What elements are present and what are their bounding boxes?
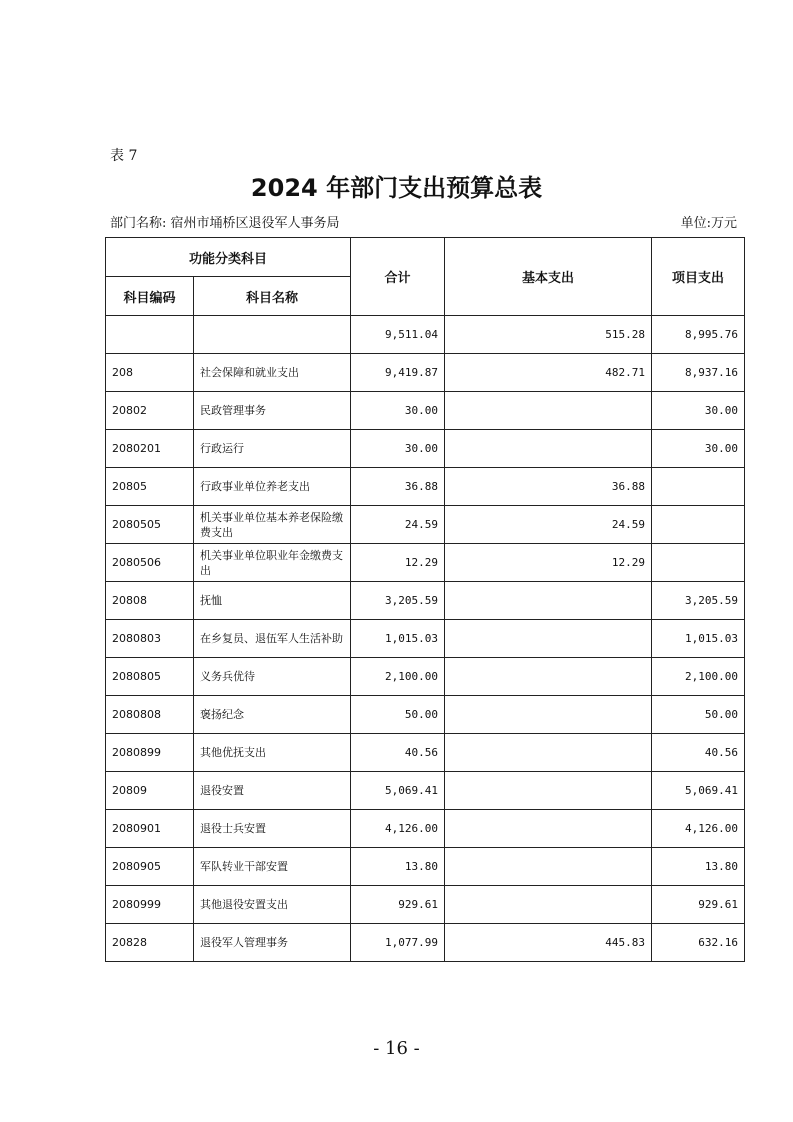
project-expense-cell: 40.56 bbox=[652, 734, 745, 772]
department-name: 部门名称: 宿州市埇桥区退役军人事务局 bbox=[110, 216, 340, 231]
basic-expense-cell bbox=[445, 430, 652, 468]
project-expense-cell bbox=[652, 506, 745, 544]
table-row bbox=[106, 354, 745, 392]
subject-name-cell: 退役军人管理事务 bbox=[194, 924, 351, 962]
name-header: 科目名称 bbox=[194, 277, 351, 316]
subject-code-cell: 2080808 bbox=[106, 696, 194, 734]
subject-name-cell: 其他优抚支出 bbox=[194, 734, 351, 772]
basic-expense-cell bbox=[445, 696, 652, 734]
total-cell: 9,511.04 bbox=[351, 316, 445, 354]
subject-name-cell: 退役安置 bbox=[194, 772, 351, 810]
subject-code-cell: 2080803 bbox=[106, 620, 194, 658]
project-expense-cell: 1,015.03 bbox=[652, 620, 745, 658]
table-row bbox=[106, 582, 745, 620]
total-cell: 9,419.87 bbox=[351, 354, 445, 392]
subject-code-cell bbox=[106, 316, 194, 354]
budget-table bbox=[105, 237, 745, 962]
project-expense-cell: 2,100.00 bbox=[652, 658, 745, 696]
table-row bbox=[106, 848, 745, 886]
subject-name-cell: 义务兵优待 bbox=[194, 658, 351, 696]
subject-code-cell: 2080999 bbox=[106, 886, 194, 924]
total-cell: 12.29 bbox=[351, 544, 445, 582]
table-row bbox=[106, 506, 745, 544]
subject-name-cell: 民政管理事务 bbox=[194, 392, 351, 430]
subject-name-cell: 行政运行 bbox=[194, 430, 351, 468]
subject-name-cell: 抚恤 bbox=[194, 582, 351, 620]
basic-expense-cell bbox=[445, 848, 652, 886]
subject-code-cell: 2080805 bbox=[106, 658, 194, 696]
table-row bbox=[106, 924, 745, 962]
subject-name-cell: 在乡复员、退伍军人生活补助 bbox=[194, 620, 351, 658]
total-cell: 13.80 bbox=[351, 848, 445, 886]
basic-expense-cell bbox=[445, 810, 652, 848]
subject-code-cell: 20802 bbox=[106, 392, 194, 430]
unit-label: 单位:万元 bbox=[680, 216, 737, 231]
subject-code-cell: 2080506 bbox=[106, 544, 194, 582]
subject-code-cell: 20805 bbox=[106, 468, 194, 506]
subject-code-cell: 208 bbox=[106, 354, 194, 392]
table-row bbox=[106, 886, 745, 924]
project-expense-cell: 8,995.76 bbox=[652, 316, 745, 354]
total-header: 合计 bbox=[351, 238, 445, 316]
table-row bbox=[106, 430, 745, 468]
project-expense-cell: 4,126.00 bbox=[652, 810, 745, 848]
subject-name-cell: 军队转业干部安置 bbox=[194, 848, 351, 886]
basic-expense-cell bbox=[445, 582, 652, 620]
basic-expense-cell: 515.28 bbox=[445, 316, 652, 354]
basic-expense-cell: 36.88 bbox=[445, 468, 652, 506]
total-cell: 1,015.03 bbox=[351, 620, 445, 658]
table-row bbox=[106, 772, 745, 810]
subject-name-cell: 其他退役安置支出 bbox=[194, 886, 351, 924]
table-row bbox=[106, 696, 745, 734]
basic-expense-cell bbox=[445, 392, 652, 430]
project-expense-cell: 30.00 bbox=[652, 430, 745, 468]
table-row bbox=[106, 392, 745, 430]
project-expense-cell: 13.80 bbox=[652, 848, 745, 886]
project-expense-cell: 50.00 bbox=[652, 696, 745, 734]
basic-expense-cell: 12.29 bbox=[445, 544, 652, 582]
project-expense-cell: 3,205.59 bbox=[652, 582, 745, 620]
project-expense-cell: 30.00 bbox=[652, 392, 745, 430]
page-title: 2024 年部门支出预算总表 bbox=[250, 174, 543, 202]
subject-name-cell: 机关事业单位基本养老保险缴费支出 bbox=[194, 506, 351, 544]
total-cell: 40.56 bbox=[351, 734, 445, 772]
basic-expense-cell bbox=[445, 772, 652, 810]
project-expense-cell bbox=[652, 468, 745, 506]
subject-name-cell: 社会保障和就业支出 bbox=[194, 354, 351, 392]
subject-name-cell: 褒扬纪念 bbox=[194, 696, 351, 734]
subject-name-cell: 行政事业单位养老支出 bbox=[194, 468, 351, 506]
total-cell: 36.88 bbox=[351, 468, 445, 506]
project-expense-header: 项目支出 bbox=[652, 238, 745, 316]
code-header: 科目编码 bbox=[106, 277, 194, 316]
page-number: - 16 - bbox=[373, 1038, 420, 1059]
project-expense-cell: 8,937.16 bbox=[652, 354, 745, 392]
table-label: 表 7 bbox=[110, 148, 138, 164]
total-cell: 24.59 bbox=[351, 506, 445, 544]
total-cell: 50.00 bbox=[351, 696, 445, 734]
project-expense-cell: 5,069.41 bbox=[652, 772, 745, 810]
subject-code-cell: 20828 bbox=[106, 924, 194, 962]
table-row bbox=[106, 620, 745, 658]
table-row bbox=[106, 810, 745, 848]
total-cell: 3,205.59 bbox=[351, 582, 445, 620]
total-cell: 30.00 bbox=[351, 392, 445, 430]
basic-expense-cell: 445.83 bbox=[445, 924, 652, 962]
table-row bbox=[106, 734, 745, 772]
total-cell: 4,126.00 bbox=[351, 810, 445, 848]
table-row bbox=[106, 544, 745, 582]
subject-code-cell: 2080201 bbox=[106, 430, 194, 468]
total-cell: 2,100.00 bbox=[351, 658, 445, 696]
table-row bbox=[106, 468, 745, 506]
subject-code-cell: 2080505 bbox=[106, 506, 194, 544]
subject-code-cell: 2080899 bbox=[106, 734, 194, 772]
subject-code-cell: 20808 bbox=[106, 582, 194, 620]
table-row bbox=[106, 316, 745, 354]
project-expense-cell: 929.61 bbox=[652, 886, 745, 924]
basic-expense-header: 基本支出 bbox=[445, 238, 652, 316]
subject-code-cell: 2080905 bbox=[106, 848, 194, 886]
project-expense-cell: 632.16 bbox=[652, 924, 745, 962]
subject-name-cell: 退役士兵安置 bbox=[194, 810, 351, 848]
table-row bbox=[106, 658, 745, 696]
total-cell: 5,069.41 bbox=[351, 772, 445, 810]
basic-expense-cell bbox=[445, 620, 652, 658]
basic-expense-cell: 482.71 bbox=[445, 354, 652, 392]
subject-name-cell bbox=[194, 316, 351, 354]
total-cell: 30.00 bbox=[351, 430, 445, 468]
total-cell: 1,077.99 bbox=[351, 924, 445, 962]
subject-name-cell: 机关事业单位职业年金缴费支出 bbox=[194, 544, 351, 582]
total-cell: 929.61 bbox=[351, 886, 445, 924]
subject-code-cell: 2080901 bbox=[106, 810, 194, 848]
basic-expense-cell bbox=[445, 658, 652, 696]
subject-code-cell: 20809 bbox=[106, 772, 194, 810]
basic-expense-cell bbox=[445, 886, 652, 924]
basic-expense-cell: 24.59 bbox=[445, 506, 652, 544]
basic-expense-cell bbox=[445, 734, 652, 772]
project-expense-cell bbox=[652, 544, 745, 582]
function-category-header: 功能分类科目 bbox=[106, 238, 351, 277]
